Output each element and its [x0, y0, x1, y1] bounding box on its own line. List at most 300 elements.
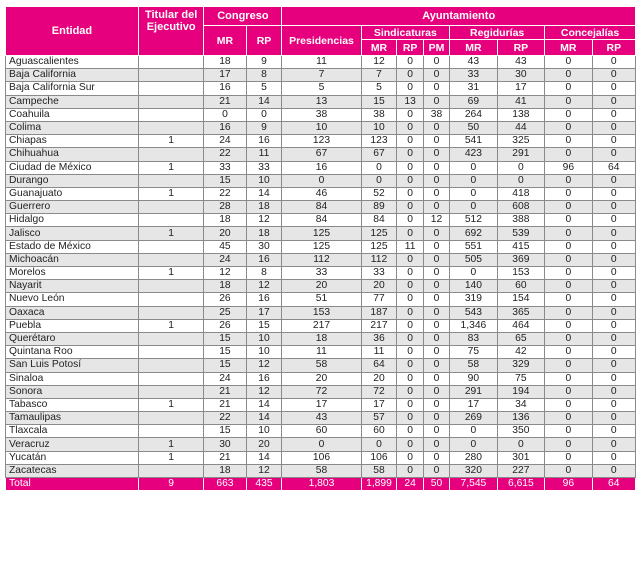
cell-congreso-rp: 18	[246, 201, 282, 214]
cell-entidad: Baja California	[6, 69, 139, 82]
cell-congreso-mr: 18	[204, 280, 246, 293]
cell-entidad: Durango	[6, 174, 139, 187]
table-row	[6, 108, 636, 121]
cell-conc-mr: 0	[545, 121, 592, 134]
header-conc-rp: RP	[592, 40, 635, 56]
cell-sind-pm: 0	[423, 82, 449, 95]
cell-conc-mr: 0	[545, 148, 592, 161]
cell-congreso-rp: 16	[246, 135, 282, 148]
cell-conc-rp: 0	[592, 56, 635, 69]
table-row	[6, 267, 636, 280]
table-row	[6, 69, 636, 82]
table-row	[6, 201, 636, 214]
cell-sind-pm: 0	[423, 148, 449, 161]
cell-conc-mr: 0	[545, 95, 592, 108]
cell-sind-rp: 0	[397, 359, 423, 372]
table-row	[6, 398, 636, 411]
cell-congreso-mr: 15	[204, 425, 246, 438]
cell-reg-mr: 0	[450, 425, 497, 438]
cell-conc-mr: 0	[545, 372, 592, 385]
cell-presidencias: 112	[282, 253, 361, 266]
cell-reg-mr: 541	[450, 135, 497, 148]
cell-sind-mr: 106	[361, 451, 397, 464]
cell-reg-rp: 291	[497, 148, 544, 161]
cell-congreso-mr: 21	[204, 95, 246, 108]
table-row	[6, 214, 636, 227]
cell-reg-rp: 153	[497, 267, 544, 280]
cell-titular	[138, 56, 203, 69]
cell-titular	[138, 253, 203, 266]
cell-titular	[138, 240, 203, 253]
header-congreso-rp: RP	[246, 26, 282, 56]
cell-sind-rp: 0	[397, 332, 423, 345]
cell-titular: 1	[138, 319, 203, 332]
cell-reg-rp: 301	[497, 451, 544, 464]
cell-reg-mr: 291	[450, 385, 497, 398]
cell-sind-rp: 0	[397, 412, 423, 425]
cell-reg-rp: 30	[497, 69, 544, 82]
cell-reg-mr: 512	[450, 214, 497, 227]
cell-presidencias: 84	[282, 201, 361, 214]
cell-presidencias: 106	[282, 451, 361, 464]
cell-entidad: Chihuahua	[6, 148, 139, 161]
cell-congreso-mr: 24	[204, 135, 246, 148]
cell-sind-rp: 0	[397, 56, 423, 69]
header-sindicaturas: Sindicaturas	[361, 26, 450, 40]
cell-reg-mr: 83	[450, 332, 497, 345]
cell-entidad: Colima	[6, 121, 139, 134]
cell-reg-mr: 58	[450, 359, 497, 372]
table-row	[6, 161, 636, 174]
cell-congreso-rp: 12	[246, 214, 282, 227]
cell-sind-pm: 0	[423, 332, 449, 345]
cell-titular	[138, 293, 203, 306]
cell-presidencias: 125	[282, 240, 361, 253]
cell-sind-rp: 0	[397, 187, 423, 200]
cell-conc-rp: 0	[592, 306, 635, 319]
cell-congreso-rp: 15	[246, 319, 282, 332]
table-row	[6, 412, 636, 425]
cell-sind-pm: 0	[423, 69, 449, 82]
cell-reg-mr: 75	[450, 346, 497, 359]
cell-presidencias: 67	[282, 148, 361, 161]
cell-reg-mr: 319	[450, 293, 497, 306]
header-entidad: Entidad	[6, 7, 139, 56]
cell-sind-rp: 0	[397, 385, 423, 398]
cell-titular	[138, 82, 203, 95]
cell-titular	[138, 214, 203, 227]
cell-conc-rp: 0	[592, 82, 635, 95]
cell-sind-rp: 0	[397, 253, 423, 266]
cell-reg-mr: 551	[450, 240, 497, 253]
cell-reg-mr: 0	[450, 161, 497, 174]
cell-titular	[138, 372, 203, 385]
cell-reg-rp: 65	[497, 332, 544, 345]
total-row	[6, 478, 636, 491]
cell-reg-rp: 17	[497, 82, 544, 95]
cell-conc-rp: 0	[592, 240, 635, 253]
cell-congreso-rp: 435	[246, 478, 282, 491]
cell-reg-mr: 69	[450, 95, 497, 108]
cell-congreso-rp: 8	[246, 267, 282, 280]
header-congreso: Congreso	[204, 7, 282, 26]
cell-conc-mr: 0	[545, 359, 592, 372]
cell-conc-mr: 96	[545, 161, 592, 174]
cell-congreso-rp: 10	[246, 346, 282, 359]
cell-reg-rp: 227	[497, 464, 544, 477]
cell-presidencias: 46	[282, 187, 361, 200]
cell-sind-rp: 0	[397, 174, 423, 187]
cell-titular	[138, 148, 203, 161]
cell-sind-rp: 0	[397, 267, 423, 280]
cell-conc-mr: 0	[545, 319, 592, 332]
cell-entidad: Querétaro	[6, 332, 139, 345]
cell-conc-mr: 0	[545, 267, 592, 280]
cell-reg-mr: 33	[450, 69, 497, 82]
cell-titular	[138, 346, 203, 359]
cell-congreso-rp: 12	[246, 385, 282, 398]
cell-conc-rp: 0	[592, 372, 635, 385]
cell-congreso-rp: 33	[246, 161, 282, 174]
cell-entidad: Oaxaca	[6, 306, 139, 319]
cell-sind-pm: 0	[423, 319, 449, 332]
cell-sind-rp: 0	[397, 398, 423, 411]
cell-congreso-rp: 10	[246, 425, 282, 438]
cell-congreso-rp: 12	[246, 280, 282, 293]
cell-reg-mr: 1,346	[450, 319, 497, 332]
cell-sind-mr: 17	[361, 398, 397, 411]
cell-congreso-rp: 17	[246, 306, 282, 319]
cell-sind-pm: 0	[423, 121, 449, 134]
cell-congreso-mr: 26	[204, 293, 246, 306]
cell-entidad: Coahuila	[6, 108, 139, 121]
cell-congreso-rp: 14	[246, 451, 282, 464]
cell-presidencias: 13	[282, 95, 361, 108]
table-row	[6, 253, 636, 266]
table-row	[6, 319, 636, 332]
cell-reg-rp: 325	[497, 135, 544, 148]
cell-congreso-mr: 15	[204, 359, 246, 372]
cell-congreso-mr: 12	[204, 267, 246, 280]
cell-reg-rp: 138	[497, 108, 544, 121]
cell-conc-mr: 0	[545, 293, 592, 306]
cell-congreso-mr: 15	[204, 332, 246, 345]
cell-reg-rp: 350	[497, 425, 544, 438]
cell-sind-mr: 10	[361, 121, 397, 134]
table-row	[6, 293, 636, 306]
cell-sind-mr: 52	[361, 187, 397, 200]
cell-entidad: San Luis Potosí	[6, 359, 139, 372]
cell-sind-rp: 11	[397, 240, 423, 253]
cell-sind-pm: 0	[423, 280, 449, 293]
cell-congreso-rp: 18	[246, 227, 282, 240]
cell-congreso-mr: 15	[204, 346, 246, 359]
cell-conc-mr: 0	[545, 438, 592, 451]
cell-reg-mr: 90	[450, 372, 497, 385]
table-row	[6, 280, 636, 293]
cell-presidencias: 20	[282, 372, 361, 385]
cell-entidad: Morelos	[6, 267, 139, 280]
cell-congreso-mr: 16	[204, 82, 246, 95]
cell-congreso-rp: 12	[246, 464, 282, 477]
cell-presidencias: 17	[282, 398, 361, 411]
cell-conc-rp: 0	[592, 187, 635, 200]
cell-sind-pm: 0	[423, 161, 449, 174]
cell-sind-pm: 0	[423, 385, 449, 398]
cell-congreso-rp: 9	[246, 56, 282, 69]
cell-conc-rp: 0	[592, 201, 635, 214]
header-regidurias: Regidurías	[450, 26, 545, 40]
cell-titular: 9	[138, 478, 203, 491]
cell-conc-rp: 0	[592, 267, 635, 280]
cell-sind-pm: 0	[423, 267, 449, 280]
cell-congreso-rp: 16	[246, 253, 282, 266]
cell-reg-mr: 269	[450, 412, 497, 425]
cell-entidad: Campeche	[6, 95, 139, 108]
cell-conc-mr: 0	[545, 412, 592, 425]
cell-entidad: Veracruz	[6, 438, 139, 451]
cell-sind-mr: 20	[361, 372, 397, 385]
cell-sind-rp: 0	[397, 372, 423, 385]
cell-conc-rp: 0	[592, 135, 635, 148]
cell-reg-rp: 0	[497, 438, 544, 451]
cell-reg-rp: 154	[497, 293, 544, 306]
cell-congreso-mr: 21	[204, 385, 246, 398]
cell-presidencias: 16	[282, 161, 361, 174]
cell-entidad: Tabasco	[6, 398, 139, 411]
table-row	[6, 227, 636, 240]
cell-titular	[138, 385, 203, 398]
cell-entidad: Hidalgo	[6, 214, 139, 227]
header-ayuntamiento: Ayuntamiento	[282, 7, 636, 26]
table-row	[6, 174, 636, 187]
cell-titular	[138, 108, 203, 121]
cell-reg-rp: 42	[497, 346, 544, 359]
cell-conc-mr: 0	[545, 398, 592, 411]
cell-conc-rp: 0	[592, 174, 635, 187]
cell-reg-mr: 7,545	[450, 478, 497, 491]
cell-presidencias: 1,803	[282, 478, 361, 491]
cell-entidad: Nayarit	[6, 280, 139, 293]
cell-sind-mr: 60	[361, 425, 397, 438]
cell-sind-mr: 89	[361, 201, 397, 214]
cell-entidad: Jalisco	[6, 227, 139, 240]
header-congreso-mr: MR	[204, 26, 246, 56]
cell-sind-pm: 0	[423, 451, 449, 464]
cell-conc-rp: 0	[592, 214, 635, 227]
cell-sind-pm: 0	[423, 438, 449, 451]
cell-congreso-mr: 24	[204, 372, 246, 385]
cell-sind-pm: 0	[423, 425, 449, 438]
cell-reg-mr: 0	[450, 174, 497, 187]
cell-sind-mr: 33	[361, 267, 397, 280]
cell-reg-mr: 423	[450, 148, 497, 161]
cell-sind-pm: 0	[423, 227, 449, 240]
cell-entidad: Ciudad de México	[6, 161, 139, 174]
cell-entidad: Tamaulipas	[6, 412, 139, 425]
cell-conc-rp: 0	[592, 425, 635, 438]
table-row	[6, 56, 636, 69]
cell-congreso-mr: 45	[204, 240, 246, 253]
cell-reg-mr: 140	[450, 280, 497, 293]
cell-sind-pm: 12	[423, 214, 449, 227]
cell-entidad: Baja California Sur	[6, 82, 139, 95]
cell-reg-rp: 369	[497, 253, 544, 266]
cell-sind-pm: 0	[423, 187, 449, 200]
cell-presidencias: 217	[282, 319, 361, 332]
cell-reg-mr: 50	[450, 121, 497, 134]
cell-titular: 1	[138, 187, 203, 200]
cell-titular: 1	[138, 451, 203, 464]
cell-reg-mr: 17	[450, 398, 497, 411]
cell-sind-mr: 0	[361, 161, 397, 174]
cell-presidencias: 38	[282, 108, 361, 121]
cell-congreso-rp: 5	[246, 82, 282, 95]
cell-sind-mr: 11	[361, 346, 397, 359]
cell-reg-mr: 31	[450, 82, 497, 95]
cell-congreso-rp: 10	[246, 174, 282, 187]
cell-sind-pm: 38	[423, 108, 449, 121]
cell-conc-rp: 0	[592, 438, 635, 451]
cell-sind-rp: 0	[397, 148, 423, 161]
cell-titular	[138, 174, 203, 187]
cell-congreso-mr: 24	[204, 253, 246, 266]
header-sind-pm: PM	[423, 40, 449, 56]
cell-conc-rp: 0	[592, 398, 635, 411]
cell-conc-rp: 0	[592, 293, 635, 306]
cell-entidad: Tlaxcala	[6, 425, 139, 438]
cell-congreso-rp: 14	[246, 398, 282, 411]
cell-sind-mr: 125	[361, 240, 397, 253]
cell-conc-rp: 0	[592, 385, 635, 398]
cell-entidad: Total	[6, 478, 139, 491]
cell-presidencias: 5	[282, 82, 361, 95]
header-sind-mr: MR	[361, 40, 397, 56]
cell-congreso-mr: 16	[204, 121, 246, 134]
cell-sind-pm: 0	[423, 174, 449, 187]
cell-congreso-rp: 14	[246, 412, 282, 425]
cell-conc-mr: 0	[545, 227, 592, 240]
cell-congreso-rp: 12	[246, 359, 282, 372]
cell-conc-mr: 0	[545, 135, 592, 148]
cell-sind-pm: 0	[423, 95, 449, 108]
cell-sind-rp: 0	[397, 135, 423, 148]
cell-entidad: Sinaloa	[6, 372, 139, 385]
cell-congreso-mr: 20	[204, 227, 246, 240]
table-row	[6, 121, 636, 134]
cell-titular: 1	[138, 135, 203, 148]
cell-sind-rp: 0	[397, 464, 423, 477]
cell-congreso-rp: 14	[246, 187, 282, 200]
results-table	[5, 6, 636, 491]
cell-sind-pm: 0	[423, 56, 449, 69]
cell-sind-rp: 0	[397, 121, 423, 134]
cell-presidencias: 7	[282, 69, 361, 82]
cell-conc-rp: 0	[592, 95, 635, 108]
cell-sind-pm: 50	[423, 478, 449, 491]
cell-conc-rp: 64	[592, 478, 635, 491]
cell-titular: 1	[138, 267, 203, 280]
cell-conc-rp: 0	[592, 451, 635, 464]
cell-congreso-rp: 10	[246, 332, 282, 345]
cell-sind-rp: 0	[397, 451, 423, 464]
header-concejalias: Concejalías	[545, 26, 636, 40]
cell-conc-rp: 64	[592, 161, 635, 174]
cell-conc-rp: 0	[592, 227, 635, 240]
cell-sind-mr: 125	[361, 227, 397, 240]
cell-reg-rp: 388	[497, 214, 544, 227]
cell-conc-rp: 0	[592, 464, 635, 477]
cell-congreso-rp: 20	[246, 438, 282, 451]
table-row	[6, 359, 636, 372]
cell-congreso-mr: 26	[204, 319, 246, 332]
cell-sind-pm: 0	[423, 346, 449, 359]
cell-conc-rp: 0	[592, 108, 635, 121]
cell-reg-rp: 464	[497, 319, 544, 332]
cell-sind-mr: 0	[361, 438, 397, 451]
cell-titular	[138, 95, 203, 108]
cell-titular: 1	[138, 161, 203, 174]
table-row	[6, 385, 636, 398]
cell-conc-rp: 0	[592, 332, 635, 345]
cell-conc-mr: 0	[545, 385, 592, 398]
cell-conc-mr: 0	[545, 108, 592, 121]
cell-conc-mr: 0	[545, 187, 592, 200]
cell-sind-rp: 0	[397, 82, 423, 95]
cell-reg-rp: 6,615	[497, 478, 544, 491]
table-row	[6, 425, 636, 438]
cell-reg-mr: 320	[450, 464, 497, 477]
cell-conc-mr: 0	[545, 214, 592, 227]
header-titular: Titular del Ejecutivo	[138, 7, 203, 56]
cell-titular	[138, 464, 203, 477]
cell-sind-mr: 217	[361, 319, 397, 332]
table-row	[6, 187, 636, 200]
cell-conc-rp: 0	[592, 319, 635, 332]
cell-congreso-rp: 11	[246, 148, 282, 161]
cell-conc-mr: 0	[545, 174, 592, 187]
cell-entidad: Guerrero	[6, 201, 139, 214]
header-conc-mr: MR	[545, 40, 592, 56]
cell-conc-mr: 0	[545, 240, 592, 253]
cell-sind-rp: 0	[397, 280, 423, 293]
cell-sind-rp: 24	[397, 478, 423, 491]
cell-conc-mr: 0	[545, 346, 592, 359]
cell-congreso-mr: 30	[204, 438, 246, 451]
cell-sind-mr: 20	[361, 280, 397, 293]
cell-sind-pm: 0	[423, 135, 449, 148]
cell-conc-mr: 0	[545, 253, 592, 266]
cell-reg-rp: 418	[497, 187, 544, 200]
cell-reg-rp: 60	[497, 280, 544, 293]
cell-titular: 1	[138, 438, 203, 451]
cell-reg-mr: 0	[450, 187, 497, 200]
cell-titular	[138, 69, 203, 82]
header-reg-rp: RP	[497, 40, 544, 56]
cell-congreso-rp: 8	[246, 69, 282, 82]
cell-conc-mr: 0	[545, 451, 592, 464]
cell-conc-mr: 0	[545, 280, 592, 293]
cell-congreso-mr: 663	[204, 478, 246, 491]
cell-reg-rp: 194	[497, 385, 544, 398]
cell-congreso-mr: 18	[204, 214, 246, 227]
cell-congreso-mr: 28	[204, 201, 246, 214]
cell-congreso-mr: 22	[204, 412, 246, 425]
cell-congreso-mr: 0	[204, 108, 246, 121]
cell-presidencias: 123	[282, 135, 361, 148]
cell-reg-mr: 264	[450, 108, 497, 121]
cell-reg-mr: 505	[450, 253, 497, 266]
